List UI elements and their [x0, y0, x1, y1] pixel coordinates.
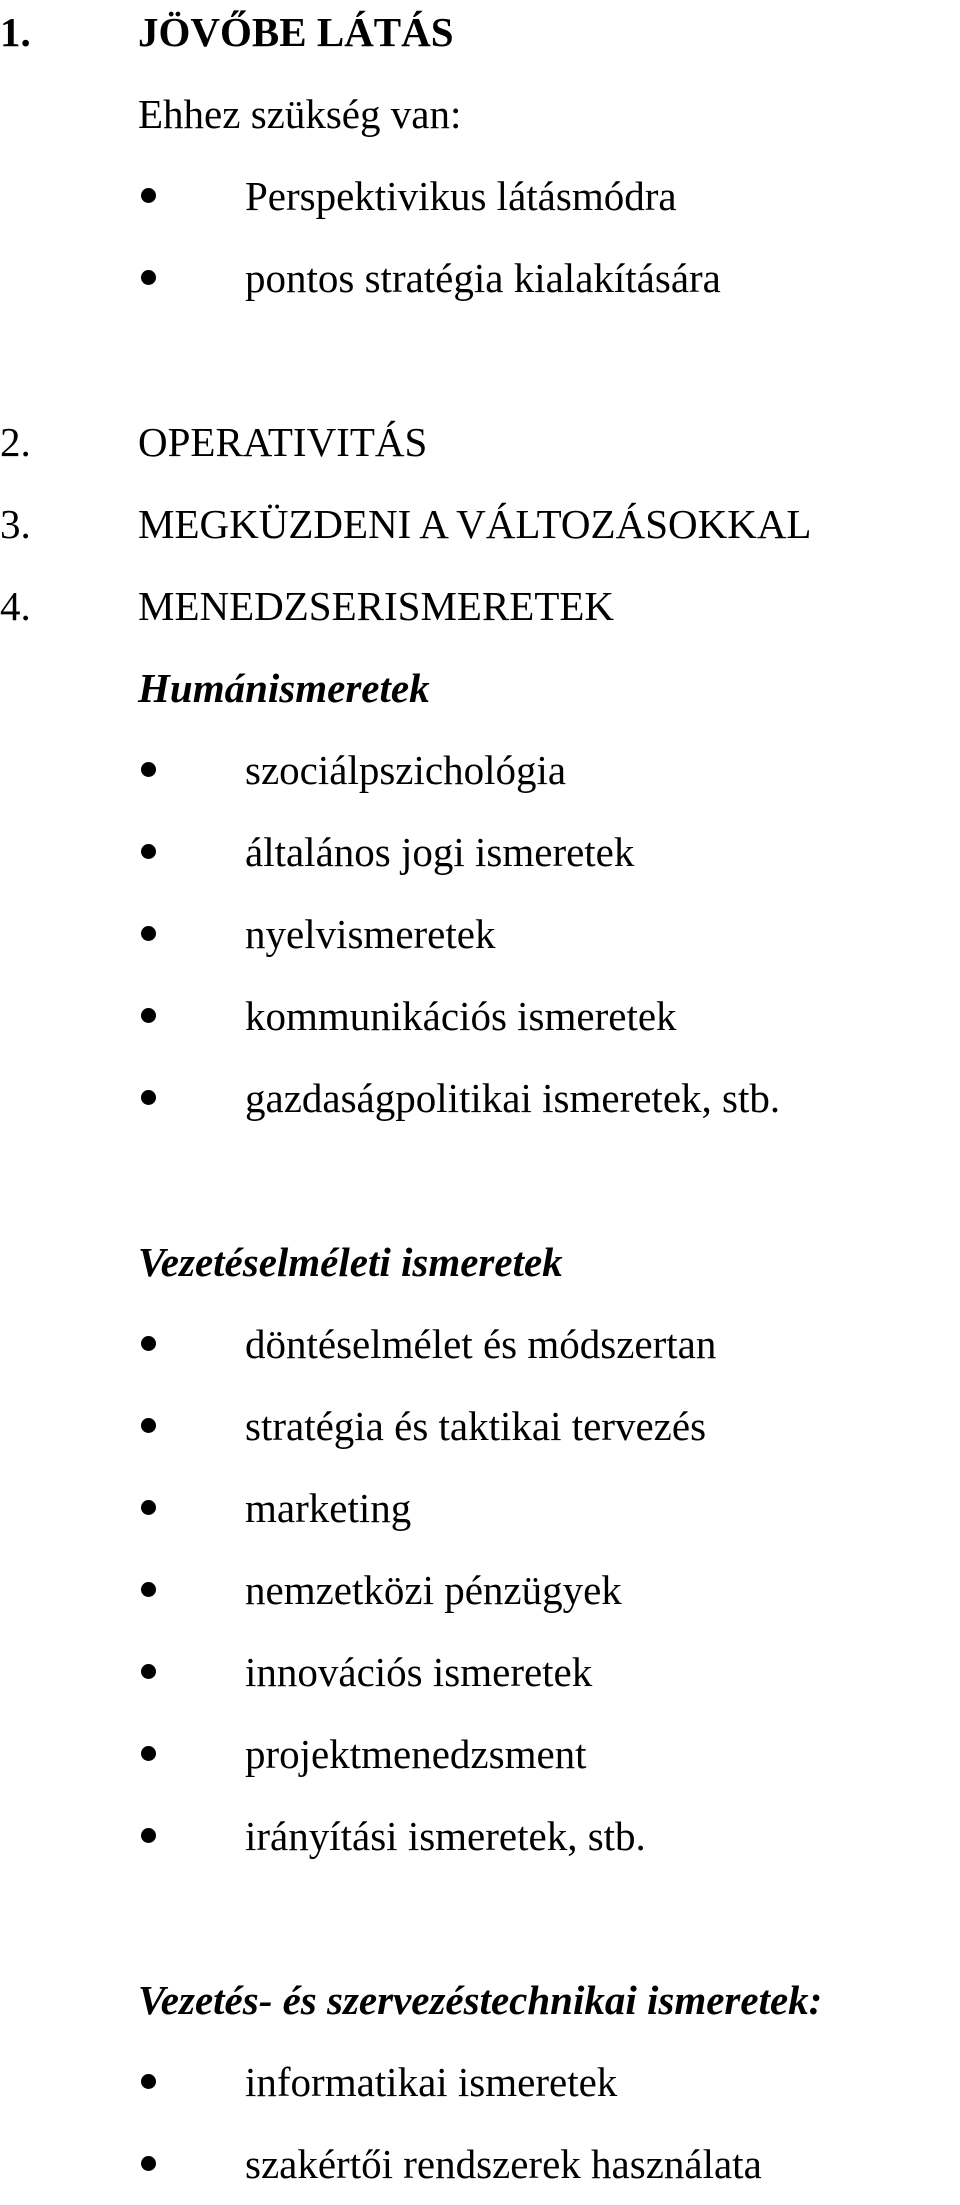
subsection-title: Vezetés- és szervezéstechnikai ismeretek: [138, 1977, 823, 2023]
bullet-icon [141, 2074, 156, 2089]
bullet-icon [141, 1418, 156, 1433]
section-number: 4. [0, 583, 31, 629]
list-item-text: szakértői rendszerek használata [245, 2141, 762, 2187]
list-item-text: pontos stratégia kialakítására [245, 255, 721, 301]
bullet-icon [141, 762, 156, 777]
section-number: 3. [0, 501, 31, 547]
list-item-text: Perspektivikus látásmódra [245, 173, 677, 219]
bullet-icon [141, 1008, 156, 1023]
list-item-text: stratégia és taktikai tervezés [245, 1403, 707, 1449]
bullet-icon [141, 1664, 156, 1679]
list-item-text: döntéselmélet és módszertan [245, 1321, 717, 1367]
section-title: OPERATIVITÁS [138, 419, 428, 465]
list-item-text: kommunikációs ismeretek [245, 993, 677, 1039]
subsection-title: Humánismeretek [138, 665, 430, 711]
list-item-text: nemzetközi pénzügyek [245, 1567, 622, 1613]
bullet-icon [141, 1828, 156, 1843]
bullet-icon [141, 270, 156, 285]
list-item-text: irányítási ismeretek, stb. [245, 1813, 646, 1859]
bullet-icon [141, 2156, 156, 2171]
bullet-icon [141, 926, 156, 941]
section-title: MENEDZSERISMERETEK [138, 583, 615, 629]
subsection-title: Vezetéselméleti ismeretek [138, 1239, 563, 1285]
section-title: JÖVŐBE LÁTÁS [138, 9, 454, 55]
section-number: 1. [0, 9, 31, 55]
section-title: MEGKÜZDENI A VÁLTOZÁSOKKAL [138, 501, 812, 547]
section-number: 2. [0, 419, 31, 465]
list-item-text: marketing [245, 1485, 412, 1531]
bullet-icon [141, 188, 156, 203]
list-item-text: nyelvismeretek [245, 911, 496, 957]
bullet-icon [141, 1746, 156, 1761]
list-item-text: informatikai ismeretek [245, 2059, 618, 2105]
intro-text: Ehhez szükség van: [138, 91, 462, 137]
bullet-icon [141, 1582, 156, 1597]
list-item-text: általános jogi ismeretek [245, 829, 635, 875]
list-item-text: innovációs ismeretek [245, 1649, 593, 1695]
bullet-icon [141, 1090, 156, 1105]
bullet-icon [141, 1336, 156, 1351]
list-item-text: gazdaságpolitikai ismeretek, stb. [245, 1075, 781, 1121]
list-item-text: szociálpszichológia [245, 747, 567, 793]
list-item-text: projektmenedzsment [245, 1731, 587, 1777]
bullet-icon [141, 1500, 156, 1515]
bullet-icon [141, 844, 156, 859]
